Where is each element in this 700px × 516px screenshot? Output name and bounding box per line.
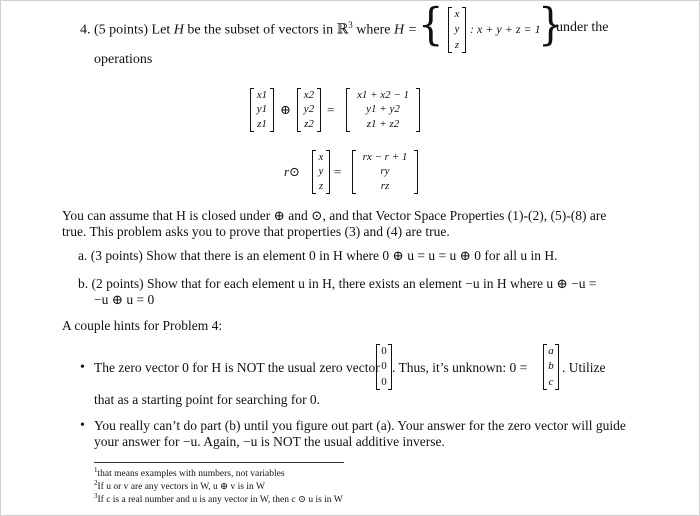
under-the-text: under the (556, 20, 609, 35)
footnote-1-mark: 1 (94, 466, 98, 474)
bullet-2: • (80, 418, 85, 433)
exponent: 3 (348, 20, 353, 30)
oplus-symbol: ⊕ (280, 102, 291, 117)
v1-y: y1 (256, 103, 268, 116)
zero-vec-1: 0 (381, 345, 387, 358)
v2-z: z2 (304, 118, 314, 131)
footnote-2-mark: 2 (94, 479, 98, 487)
assume-line-2: true. This problem asks you to prove that properties (3) and (4) are true. (62, 224, 450, 239)
hint-1-text-a: The zero vector 0 for H is NOT the usual zero vector (94, 360, 380, 375)
hint-2-text-a: You really can’t do part (b) until you figure out part (a). Your answer for the zero vector will guide (94, 418, 626, 433)
symbol-R: ℝ (336, 22, 349, 38)
left-brace: { (418, 0, 444, 51)
right-brace: } (538, 0, 564, 51)
sum-z: z1 + z2 (366, 118, 400, 131)
part-a: a. (3 points) Show that there is an element 0 in H where 0 ⊕ u = u = u ⊕ 0 for all u in H. (78, 248, 558, 263)
hint-1-text-b: . Thus, it’s unknown: 0 = (392, 360, 528, 375)
set-condition: : x + y + z = 1 (470, 22, 541, 36)
hint-2-text-b: your answer for −u. Again, −u is NOT the usual additive inverse. (94, 434, 445, 449)
v1-z: z1 (257, 118, 267, 131)
scal-res-x: rx − r + 1 (362, 150, 408, 163)
hints-heading: A couple hints for Problem 4: (62, 318, 223, 333)
hint-1-text-c: . Utilize (562, 360, 606, 375)
problem-intro (80, 20, 417, 39)
scalar-result-vector (352, 150, 418, 194)
operations-label: operations (94, 52, 153, 67)
abc-vector (543, 344, 559, 390)
h-equals: H = (393, 22, 418, 38)
part-b-line-1: b. (2 points) Show that for each element u in H, there exists an element −u in H where u ⊕ −u = (78, 276, 597, 291)
where-text: where (352, 22, 394, 38)
scalar-odot: r⊙ (284, 164, 300, 179)
scal-vec-y: y (318, 165, 324, 178)
footnote-2-text: If u or v are any vectors in W, u ⊕ v is in W (97, 482, 265, 493)
footnote-3 (94, 492, 343, 505)
vector-1 (250, 88, 274, 132)
sum-y: y1 + y2 (366, 103, 400, 116)
sum-vector (346, 88, 420, 132)
v2-y: y2 (303, 103, 315, 116)
v2-x: x2 (303, 88, 315, 101)
set-vector (448, 7, 466, 53)
problem-number: 4. (5 points) Let (80, 22, 174, 38)
footnote-divider (94, 462, 344, 463)
scal-res-y: ry (380, 165, 390, 178)
hint-1-text-d: that as a starting point for searching for 0. (94, 392, 321, 407)
scal-vec-x: x (318, 150, 324, 163)
bullet-1: • (80, 360, 85, 375)
vector-2 (297, 88, 321, 132)
part-b-line-2: −u ⊕ u = 0 (94, 292, 155, 307)
footnote-1-text: that means examples with numbers, not variables (97, 469, 285, 480)
abc-vec-a: a (548, 345, 554, 358)
footnote-3-mark: 3 (94, 492, 98, 500)
footnote-2 (94, 479, 265, 492)
sum-x: x1 + x2 − 1 (356, 88, 410, 101)
zero-vec-3: 0 (381, 375, 387, 388)
set-vec-y: y (454, 23, 460, 36)
scalar-vector (312, 150, 330, 194)
equals-symbol: = (327, 102, 335, 117)
footnote-3-text: If c is a real number and u is any vector in W, then c ⊙ u is in W (97, 495, 343, 506)
abc-vec-b: b (548, 360, 554, 373)
abc-vec-c: c (548, 375, 554, 388)
set-vec-z: z (454, 38, 460, 51)
equals-symbol-2: = (334, 164, 342, 179)
scal-vec-z: z (318, 180, 324, 193)
scal-res-z: rz (380, 180, 390, 193)
intro-text: be the subset of vectors in (183, 22, 337, 38)
set-vec-x: x (454, 8, 460, 21)
zero-vec-2: 0 (381, 360, 387, 373)
footnote-1 (94, 466, 285, 479)
symbol-H: H (173, 22, 184, 38)
v1-x: x1 (256, 88, 268, 101)
assume-line-1: You can assume that H is closed under ⊕ and ⊙, and that Vector Space Properties (1)-(2), (5)-(8) are (62, 208, 607, 223)
zero-vector (376, 344, 392, 390)
